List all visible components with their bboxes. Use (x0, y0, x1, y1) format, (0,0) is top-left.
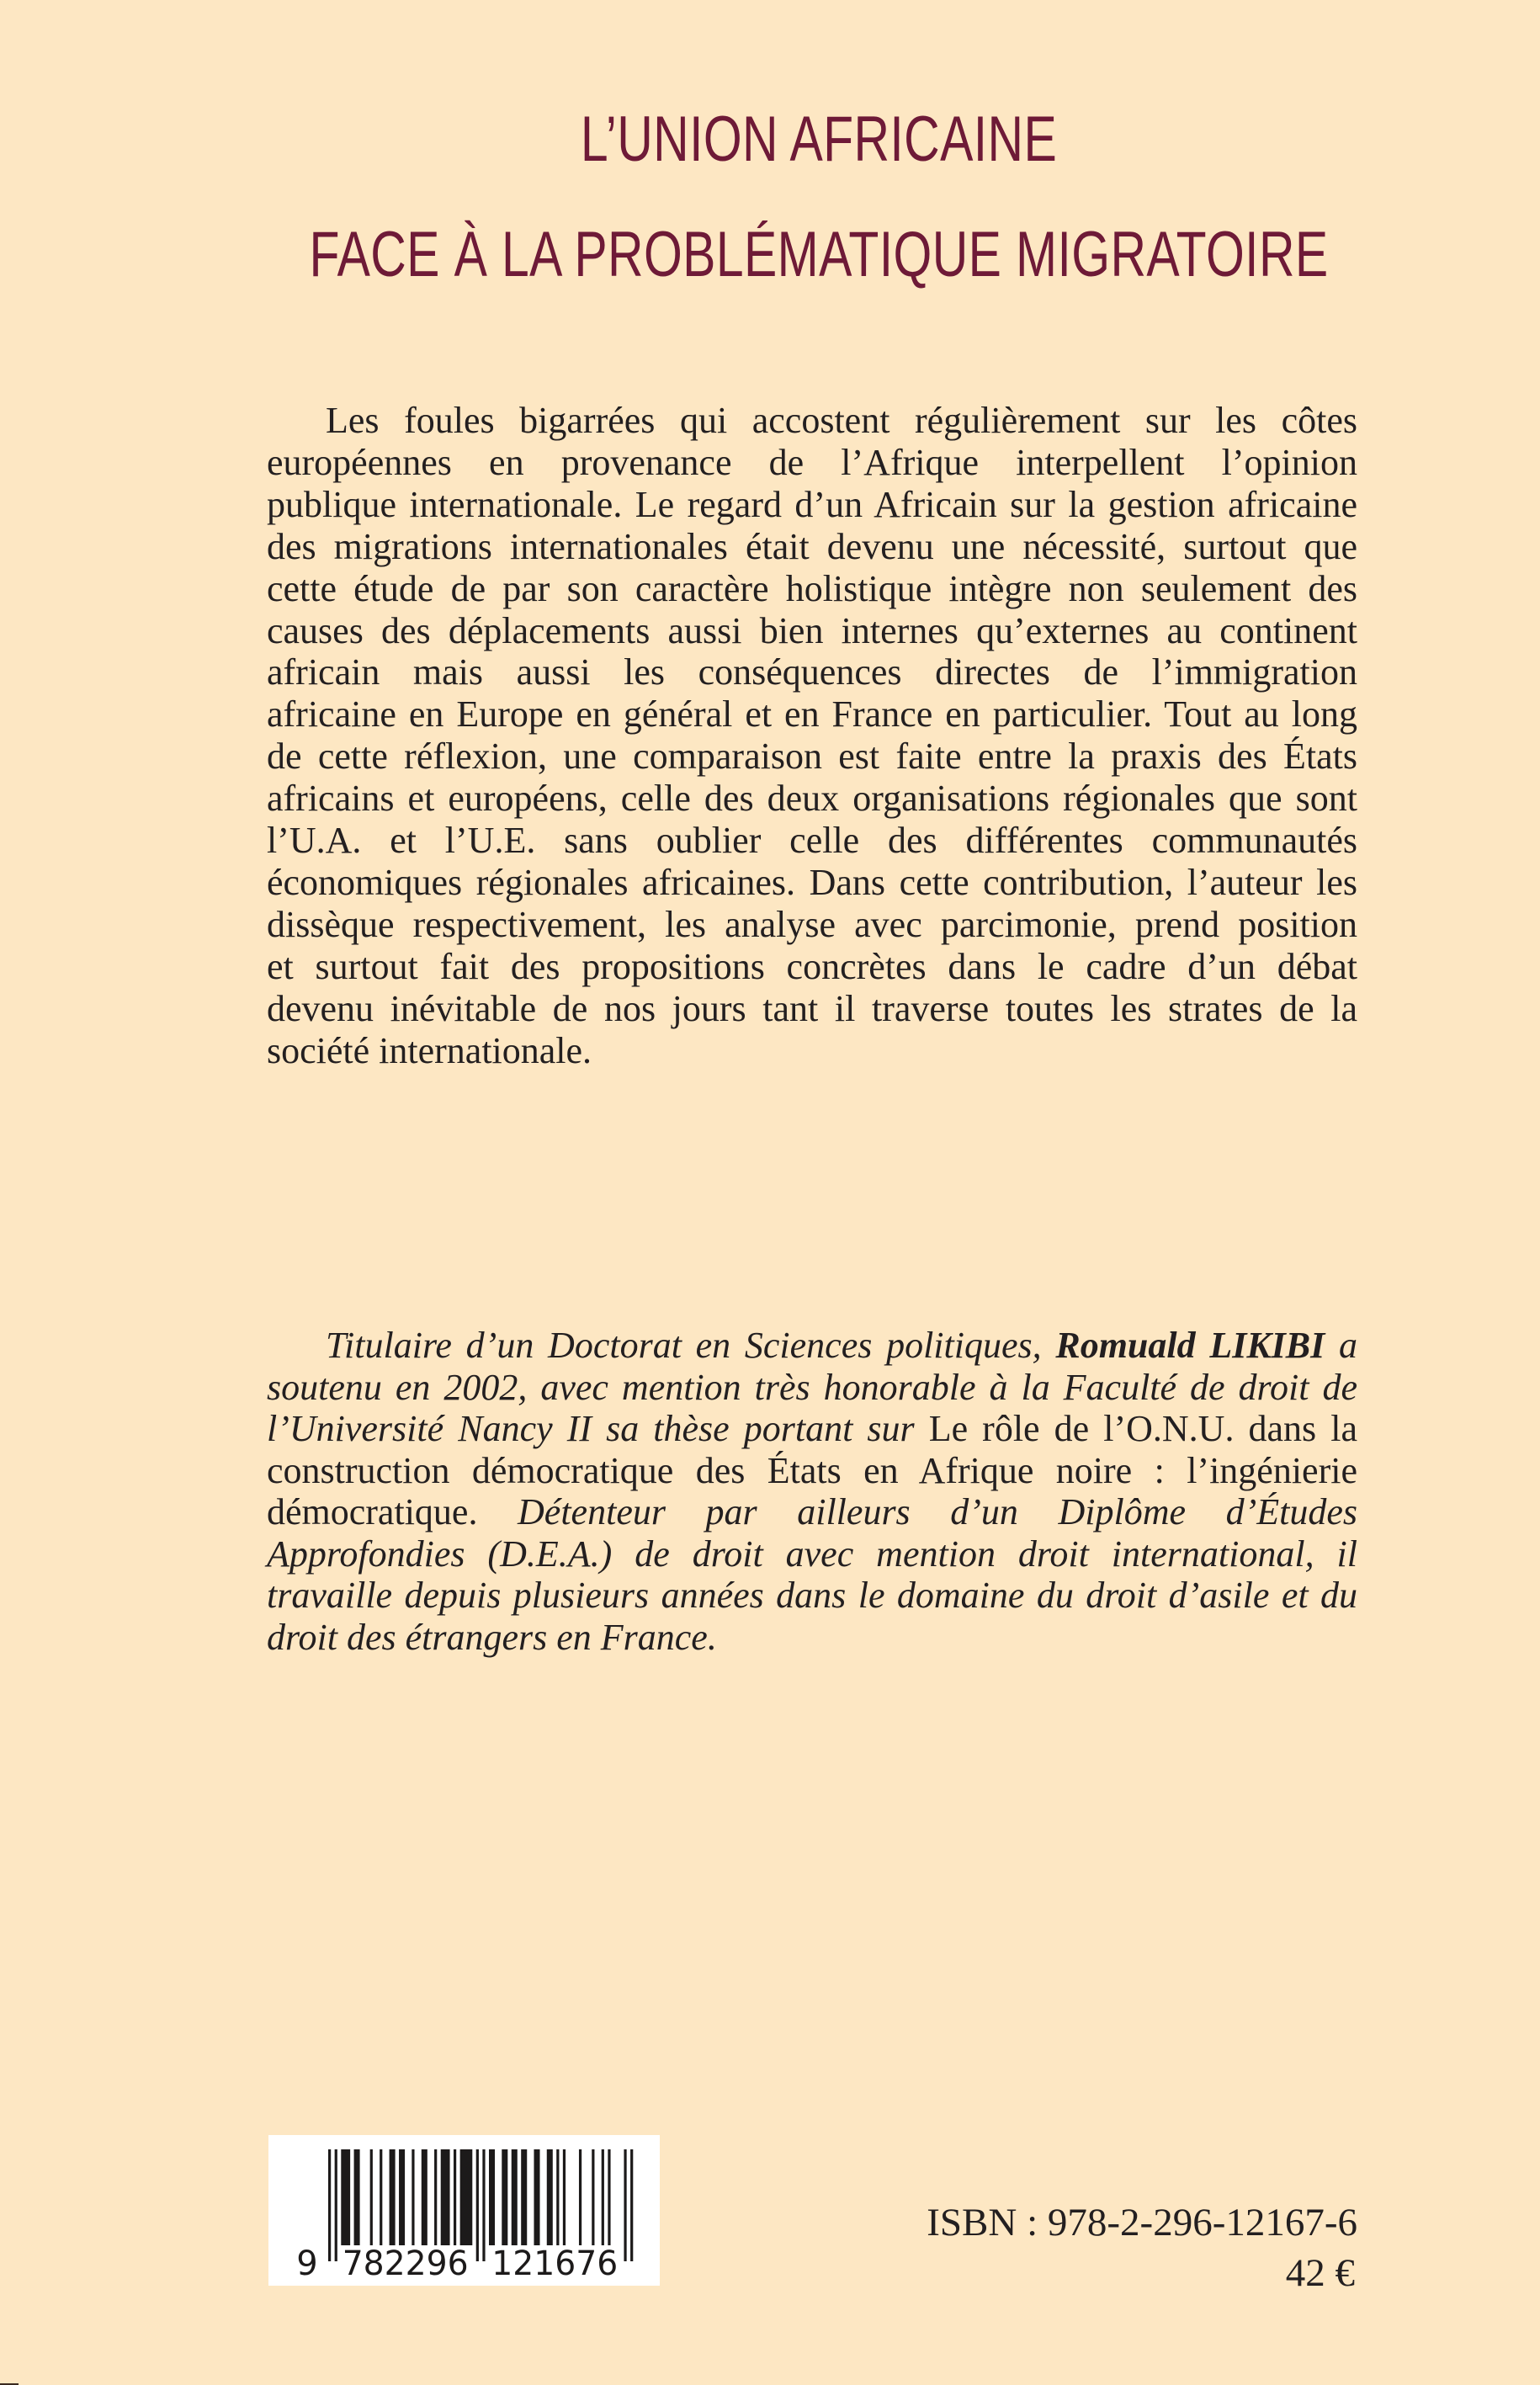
title-line-2: FACE À LA PROBLÉMATIQUE MIGRATOIRE (309, 219, 1329, 290)
summary-line: de cette réflexion, une comparaison est faite entre la praxis des États (267, 736, 1357, 778)
summary-line: économiques régionales africaines. Dans cette contribution, l’auteur les (267, 861, 1357, 903)
thesis-title-text: construction démocratique des États en Afrique noire : l’ingénierie (267, 1449, 1357, 1491)
summary-line: publique internationale. Le regard d’un Africain sur la gestion africaine (267, 483, 1357, 525)
bio-line (267, 1533, 1357, 1575)
summary-line: causes des déplacements aussi bien internes qu’externes au continent (267, 609, 1357, 651)
bio-line (267, 1450, 1357, 1492)
summary-line: dissèque respectivement, les analyse avec parcimonie, prend position (267, 903, 1357, 945)
isbn-number: ISBN : 978-2-296-12167-6 (927, 2201, 1357, 2244)
summary-line: africain mais aussi les conséquences directes de l’immigration (267, 651, 1357, 693)
summary-line: et surtout fait des propositions concrètes dans le cadre d’un débat (267, 945, 1357, 987)
summary-line: l’U.A. et l’U.E. sans oublier celle des différentes communautés (267, 820, 1357, 861)
thesis-title-text: démocratique. (267, 1491, 518, 1532)
price-label: 42 € (1285, 2251, 1355, 2295)
svg-text:121676: 121676 (491, 2244, 619, 2283)
bio-text: a (1325, 1325, 1357, 1366)
summary-line: africains et européens, celle des deux organisations régionales que sont (267, 778, 1357, 820)
thesis-title-text: Le rôle de l’O.N.U. dans la (928, 1408, 1357, 1449)
bio-text: Approfondies (D.E.A.) de droit avec mention droit international, il (267, 1532, 1357, 1575)
barcode-icon (268, 2135, 660, 2286)
bio-line (267, 1491, 1357, 1533)
author-name: Romuald LIKIBI (1055, 1325, 1325, 1366)
bio-text: Détenteur par ailleurs d’un Diplôme d’Études (518, 1491, 1357, 1532)
bio-line (326, 1325, 1357, 1367)
bio-text: l’Université Nancy II sa thèse portant sur (267, 1408, 929, 1449)
bio-text: droit des étrangers en France. (267, 1616, 717, 1658)
summary-line: européennes en provenance de l’Afrique interpellent l’opinion (267, 441, 1357, 483)
summary-line: société internationale. (267, 1029, 592, 1071)
svg-text:9: 9 (296, 2244, 318, 2283)
bio-line (267, 1408, 1357, 1450)
summary-line: des migrations internationales était devenu une nécessité, surtout que (267, 525, 1357, 567)
bio-line (267, 1575, 1357, 1617)
bio-text: soutenu en 2002, avec mention très honorable à la Faculté de droit de (267, 1366, 1357, 1408)
summary-line: africaine en Europe en général et en France en particulier. Tout au long (267, 693, 1357, 736)
summary-line: devenu inévitable de nos jours tant il traverse toutes les strates de la (267, 987, 1357, 1029)
bio-line (267, 1367, 1357, 1409)
bio-text: travaille depuis plusieurs années dans le domaine du droit d’asile et du (267, 1575, 1357, 1616)
bio-text: Titulaire d’un Doctorat en Sciences politiques, (326, 1325, 1056, 1366)
bio-line (267, 1617, 1357, 1659)
summary-line: Les foules bigarrées qui accostent régulièrement sur les côtes (326, 400, 1357, 441)
summary-line: cette étude de par son caractère holistique intègre non seulement des (267, 567, 1357, 609)
title-line-1: L’UNION AFRICAINE (580, 104, 1058, 175)
svg-text:782296: 782296 (342, 2244, 469, 2283)
isbn-barcode (268, 2135, 660, 2286)
